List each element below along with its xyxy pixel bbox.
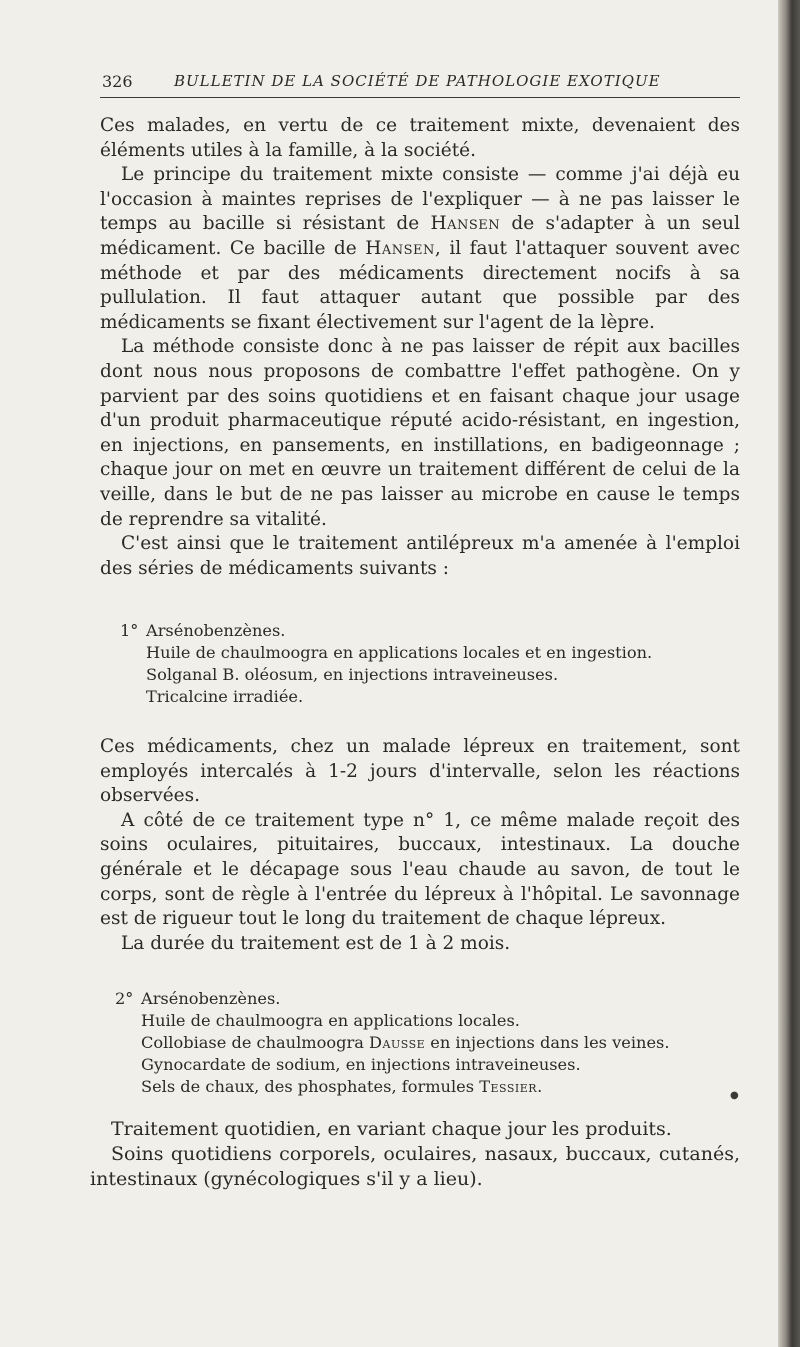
page-number: 326 [102, 72, 133, 91]
paragraph-6: A côté de ce traitement type n° 1, ce même malade reçoit des soins oculaires, pituitaires, buccaux, intestinaux. La douche générale et le décapage sous l'eau chaude au savon, de tout le corps, sont de règle à l'entrée du lépreux à l'hôpital. Le savonnage est de rigueur tout le long du traitement de chaque lépreux. [100, 809, 740, 930]
list-number: 2° [115, 989, 134, 1008]
author-name-dausse: Dausse [369, 1033, 426, 1052]
author-name-tessier: Tessier [479, 1077, 538, 1096]
body-text-section-3 [90, 1117, 740, 1192]
list-item-text-a: Sels de chaux, des phosphates, formules [141, 1077, 480, 1096]
paragraph-2-part-a: Le principe du traitement mixte consiste — comme j'ai déjà eu l'occasion à maintes reprises de l'expliquer — à ne pas laisser le temps au bacille si résistant de [100, 164, 740, 235]
list-item-text-b: en injections dans les veines. [425, 1033, 670, 1052]
list-item: Solganal B. oléosum, en injections intraveineuses. [146, 665, 559, 684]
page-binding-edge [778, 0, 800, 1347]
paragraph-3: La méthode consiste donc à ne pas laisser de répit aux bacilles dont nous nous proposons de combattre l'effet pathogène. On y parvient par des soins quotidiens et en faisant chaque jour usage d'un produit pharmaceutique réputé acido-résistant, en ingestion, en injections, en pansements, en instillations, en badigeonnage ; chaque jour on met en œuvre un traitement différent de celui de la veille, dans le but de ne pas laisser au microbe en cause le temps de reprendre sa vitalité. [100, 336, 740, 530]
list-item [115, 988, 669, 1010]
list-item-text: Arsénobenzènes. [141, 989, 281, 1008]
ink-dot: ● [730, 1090, 739, 1101]
list-item-text-a: Collobiase de chaulmoogra [141, 1033, 370, 1052]
paragraph-4: C'est ainsi que le traitement antilépreux m'a amenée à l'emploi des séries de médicaments suivants : [100, 533, 740, 579]
paragraph-2 [100, 163, 740, 335]
body-text-section-1 [100, 114, 740, 581]
list-item [115, 1076, 669, 1098]
paragraph-8: Traitement quotidien, en variant chaque jour les produits. [111, 1118, 672, 1140]
header-rule [100, 97, 740, 98]
list-item [120, 620, 652, 642]
paragraph-2-part-b: de s'adapter à un seul médicament. Ce bacille de [100, 213, 740, 259]
list-item: Huile de chaulmoogra en applications locales. [141, 1011, 520, 1030]
author-name-hansen-2: Hansen [365, 237, 435, 259]
list-item: Huile de chaulmoogra en applications locales et en ingestion. [146, 643, 653, 662]
paragraph-9: Soins quotidiens corporels, oculaires, nasaux, buccaux, cutanés, intestinaux (gynécologiques s'il y a lieu). [90, 1143, 740, 1190]
paragraph-2-part-c: , il faut l'attaquer souvent avec méthode et par des médicaments directement nocifs à sa pullulation. Il faut attaquer autant que possible par des médicaments se fixant électivement sur l'agent de la lèpre. [100, 237, 740, 333]
running-header [102, 72, 740, 96]
list-item-text: Arsénobenzènes. [146, 621, 286, 640]
body-text-section-2 [100, 735, 740, 956]
paragraph-7: La durée du traitement est de 1 à 2 mois. [121, 932, 511, 954]
author-name-hansen: Hansen [430, 213, 501, 235]
list-item [115, 1032, 669, 1054]
list-item-text-b: . [537, 1077, 543, 1096]
list-item: Gynocardate de sodium, en injections intraveineuses. [141, 1055, 581, 1074]
medication-list-2 [115, 988, 669, 1098]
list-number: 1° [120, 621, 139, 640]
journal-title: BULLETIN DE LA SOCIÉTÉ DE PATHOLOGIE EXOTIQUE [174, 72, 661, 90]
paragraph-1: Ces malades, en vertu de ce traitement mixte, devenaient des éléments utiles à la famille, à la société. [100, 115, 740, 161]
paragraph-5: Ces médicaments, chez un malade lépreux en traitement, sont employés intercalés à 1-2 jours d'intervalle, selon les réactions observées. [100, 736, 740, 807]
medication-list-1 [120, 620, 652, 708]
list-item: Tricalcine irradiée. [146, 687, 304, 706]
